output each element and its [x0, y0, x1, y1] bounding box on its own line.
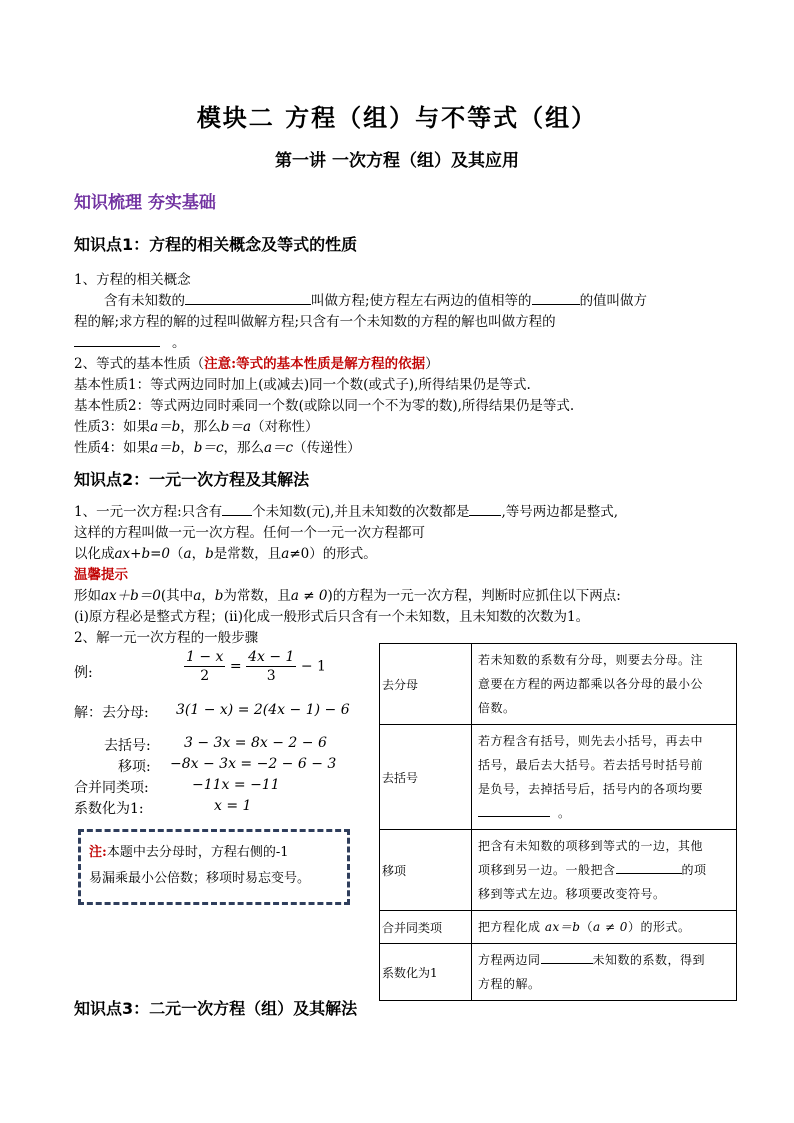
- step-4-label: 合并同类项:: [74, 780, 149, 796]
- step-1-expr: 3(1 − x) = 2(4x − 1) − 6: [176, 702, 350, 718]
- step-3-label: 移项:: [118, 759, 151, 775]
- kp1-prop3: 性质3：如果a＝b，那么b＝a（对称性）: [74, 419, 319, 435]
- note-label: 注:: [89, 845, 107, 860]
- step-4-expr: −11x = −11: [192, 777, 280, 793]
- row-value: 若未知数的系数有分母，则要去分母。注 意要在方程的两边都乘以各分母的最小公 倍数。: [472, 644, 737, 725]
- example-equation: $\frac{1 - x}{2}$ = $\frac{4x - 1}{3}$ − 1: [186, 649, 326, 684]
- kp1-prop4: 性质4：如果a＝b，b＝c，那么a＝c（传递性）: [74, 440, 361, 456]
- note-box: [78, 829, 350, 905]
- kp1-item1-line3: 。: [74, 331, 186, 351]
- example-fraction-1: $\frac{1 - x}{2}$: [186, 649, 224, 684]
- table-row: [380, 725, 737, 830]
- table-row: [380, 911, 737, 944]
- example-fraction-2: $\frac{4x - 1}{3}$: [248, 649, 295, 684]
- kp1-item1-line1: 含有未知数的 叫做方程;使方程左右两边的值相等的 的值叫做方: [104, 293, 648, 309]
- kp1-prop2: 基本性质2：等式两边同时乘同一个数(或除以同一个不为零的数),所得结果仍是等式.: [74, 398, 575, 414]
- step-2-expr: 3 − 3x = 8x − 2 − 6: [184, 735, 327, 751]
- step-3-expr: −8x − 3x = −2 − 6 − 3: [170, 756, 337, 772]
- kp2-heading: 知识点2：一元一次方程及其解法: [74, 470, 310, 489]
- kp2-line3: 以化成ax+b=0（a，b是常数，且a≠0）的形式。: [74, 546, 377, 562]
- kp2-line2: 这样的方程叫做一元一次方程。任何一个一元一次方程都可: [74, 525, 425, 541]
- step-2-label: 去括号:: [104, 738, 151, 754]
- kp3-heading: 知识点3：二元一次方程（组）及其解法: [74, 999, 358, 1018]
- table-row: [380, 644, 737, 725]
- step-1-label: 解：去分母:: [74, 705, 149, 721]
- kp2-tip-line1: 形如ax＋b＝0(其中a，b为常数，且a ≠ 0)的方程为一元一次方程，判断时应抓住以下两点:: [74, 588, 621, 604]
- row-value: 把方程化成 ax＝b（a ≠ 0）的形式。: [472, 911, 737, 944]
- note-text-1: 本题中去分母时，方程右侧的-1: [106, 845, 289, 860]
- note-text-2: 易漏乘最小公倍数；移项时易忘变号。: [89, 871, 311, 886]
- kp1-item2-title: 2、等式的基本性质（注意:等式的基本性质是解方程的依据）: [74, 356, 439, 372]
- kp2-tip-title: 温馨提示: [74, 567, 128, 583]
- step-5-label: 系数化为1:: [74, 801, 144, 817]
- example-label: 例:: [74, 665, 93, 681]
- row-key: 系数化为1: [380, 944, 472, 1001]
- row-key: 移项: [380, 830, 472, 911]
- section-heading: 知识梳理 夯实基础: [74, 193, 216, 213]
- row-key: 去分母: [380, 644, 472, 725]
- table-row: [380, 944, 737, 1001]
- kp1-prop1: 基本性质1：等式两边同时加上(或减去)同一个数(或式子),所得结果仍是等式.: [74, 377, 531, 393]
- kp1-item1-line2: 程的解;求方程的解的过程叫做解方程;只含有一个未知数的方程的解也叫做方程的: [74, 314, 556, 330]
- kp1-item1-title: 1、方程的相关概念: [74, 272, 191, 288]
- page-title: 模块二 方程（组）与不等式（组）: [196, 104, 598, 132]
- row-key: 去括号: [380, 725, 472, 830]
- kp1-heading: 知识点1：方程的相关概念及等式的性质: [74, 235, 358, 254]
- step-5-expr: x = 1: [214, 798, 252, 814]
- row-value: 方程两边同 未知数的系数，得到 方程的解。: [472, 944, 737, 1001]
- steps-table: [379, 643, 737, 1001]
- row-value: 若方程含有括号，则先去小括号，再去中 括号，最后去大括号。若去括号时括号前 是负号，去掉括号后，括号内的各项均要 。: [472, 725, 737, 830]
- kp2-steps-title: 2、解一元一次方程的一般步骤: [74, 630, 259, 646]
- table-row: [380, 830, 737, 911]
- kp2-tip-line2: (i)原方程必是整式方程；(ii)化成一般形式后只含有一个未知数，且未知数的次数为1。: [74, 609, 590, 625]
- row-value: 把含有未知数的项移到等式的一边，其他 项移到另一边。一般把含 的项 移到等式左边。移项要改变符号。: [472, 830, 737, 911]
- row-key: 合并同类项: [380, 911, 472, 944]
- kp2-line1: 1、一元一次方程:只含有 个未知数(元),并且未知数的次数都是 ,等号两边都是整式,: [74, 504, 619, 520]
- lecture-subtitle: 第一讲 一次方程（组）及其应用: [275, 151, 519, 171]
